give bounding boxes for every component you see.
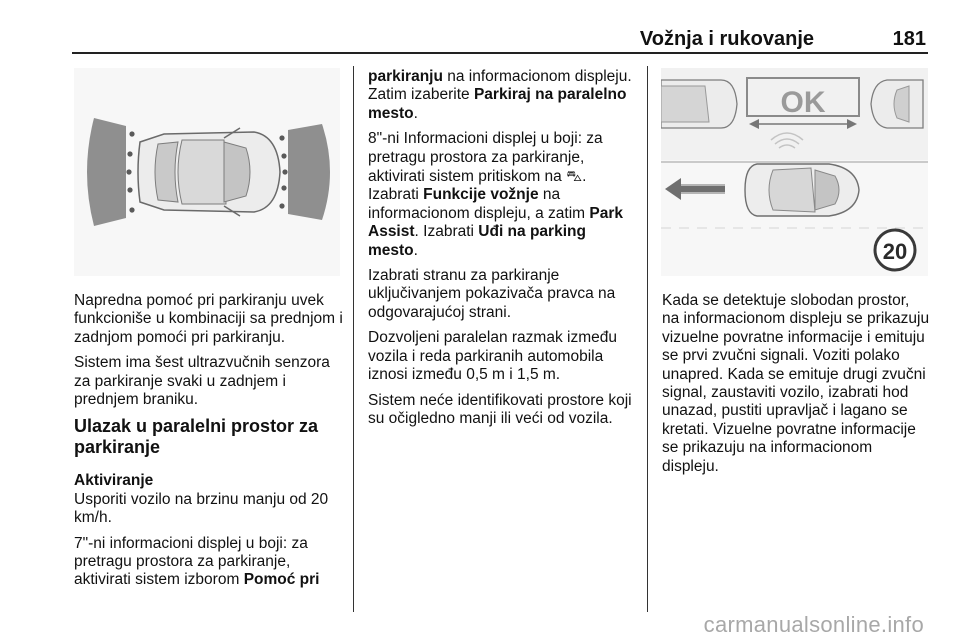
paragraph	[74, 535, 344, 590]
menu-term: Funkcije vožnje	[423, 186, 539, 204]
vehicle-icon: ⛍	[566, 167, 583, 186]
paragraph-text: 7"-ni informacioni displej u boji: za pretragu prostora za parkiranje, aktivirati sistem izborom	[74, 534, 308, 589]
text-column-1	[74, 292, 344, 597]
parallel-parking-illustration	[661, 68, 928, 276]
paragraph-text: . Izabrati	[414, 223, 479, 241]
paragraph: Izabrati stranu za parkiranje uključivanjem pokazivača pravca na odgovarajućoj strani.	[368, 267, 616, 321]
subheading: Aktiviranje	[74, 472, 154, 490]
paragraph-text: 8"-ni Informacioni displej u boji: za pretragu prostora za parkiranje, aktivirati sistem pritiskom na	[368, 130, 603, 186]
section-heading: Ulazak u paralelni prostor za parkiranje	[74, 416, 319, 458]
paragraph-text: .	[413, 104, 418, 122]
paragraph-text: . Izabrati	[368, 168, 587, 204]
paragraph-text: na informacionom displeju. Zatim izaberite	[368, 68, 632, 104]
watermark: carmanualsonline.info	[703, 612, 924, 637]
paragraph	[368, 68, 638, 123]
paragraph: Napredna pomoć pri parkiranju uvek funkcioniše u kombinaciji sa prednjom i zadnjom pomoći pri parkiranju.	[74, 292, 343, 346]
paragraph-text: na informacionom displeju, a zatim	[368, 186, 590, 222]
text-column-3	[662, 292, 930, 483]
paragraph: Dozvoljeni paralelan razmak između vozila i reda parkiranih automobila iznosi između 0,5 m i 1,5 m.	[368, 329, 617, 384]
column-divider	[353, 66, 354, 612]
menu-term: Uđi na parking mesto	[368, 223, 586, 259]
paragraph-text: .	[413, 241, 418, 259]
car-sensor-illustration	[74, 68, 340, 276]
speed-badge: 20	[882, 239, 908, 264]
paragraph: Sistem ima šest ultrazvučnih senzora za parkiranje svaki u zadnjem i prednjem braniku.	[74, 354, 330, 409]
menu-term: parkiranju	[368, 68, 443, 85]
paragraph: Kada se detektuje slobodan prostor, na informacionom displeju se prikazuju vizuelne povratne informacije i emituju se prvi zvučni signali. Voziti polako unapred. Kada se emituje drugi zvučni signal, zaustaviti vozilo, izabrati hod unazad, pustiti upravljač i lagano se kretati. Vizuelne povratne informacije se prikazuju na informacionom displeju.	[662, 292, 930, 475]
parking-sensor-figure	[74, 68, 340, 276]
column-divider	[647, 66, 648, 612]
ok-label: OK	[780, 86, 826, 119]
menu-term: Parkiraj na paralelno mesto	[368, 86, 627, 122]
paragraph: Usporiti vozilo na brzinu manju od 20 km/h.	[74, 490, 329, 527]
menu-term: Pomoć pri	[243, 571, 320, 589]
paragraph: Sistem neće identifikovati prostore koji su očigledno manji ili veći od vozila.	[368, 391, 632, 427]
text-column-2	[368, 68, 638, 435]
menu-term: Park Assist	[368, 204, 624, 241]
paragraph	[368, 130, 638, 260]
running-header-title: Vožnja i rukovanje	[639, 28, 814, 50]
parallel-parking-figure	[661, 68, 928, 276]
page-number: 181	[892, 28, 926, 50]
header-divider	[72, 52, 928, 54]
